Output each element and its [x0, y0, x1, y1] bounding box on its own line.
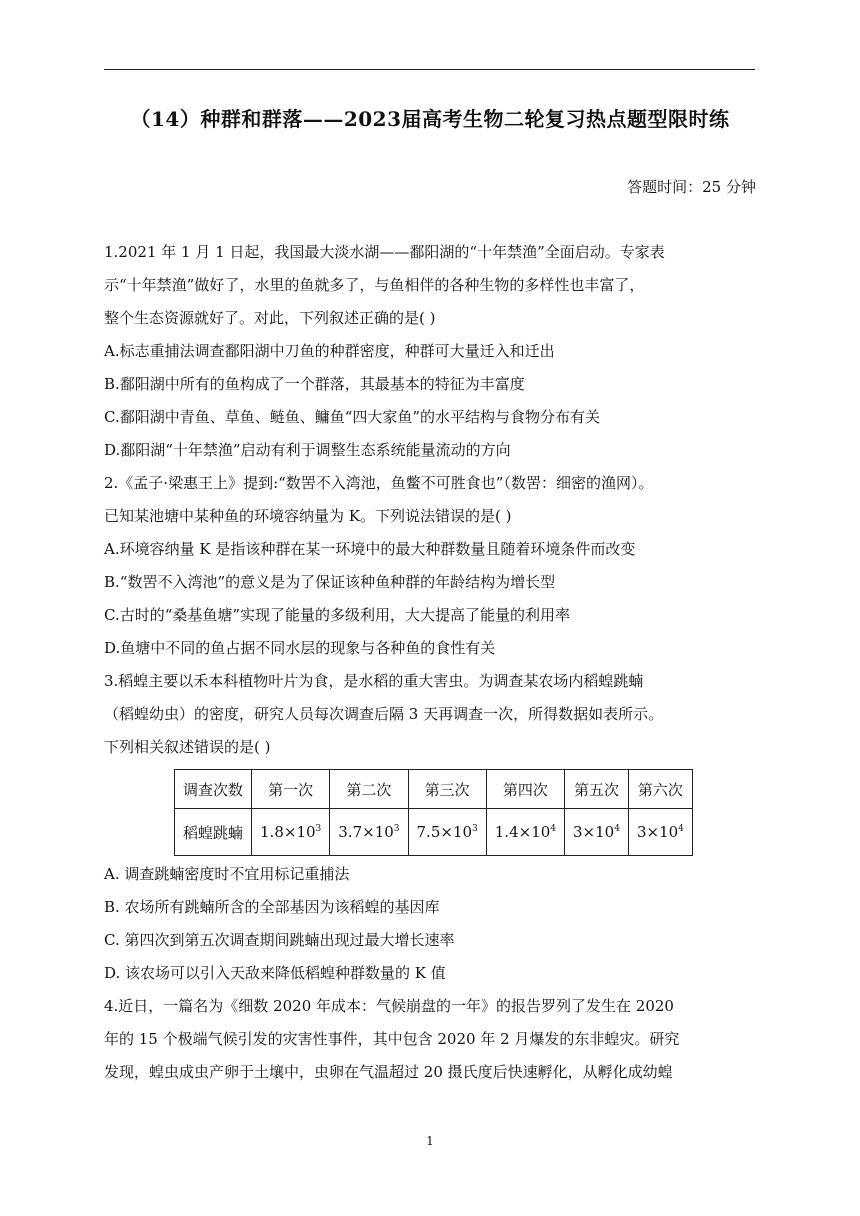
table-row-label: 稻蝗跳蝻 [175, 809, 252, 856]
table-cell: $3.7\times 10^3$ [330, 809, 408, 856]
question-stem-line: 已知某池塘中某种鱼的环境容纳量为 K。下列说法错误的是( ) [104, 507, 512, 525]
question-stem-line: 下列相关叙述错误的是( ) [104, 738, 271, 756]
question-stem-line: 4.近日，一篇名为《细数 2020 年成本：气候崩盘的一年》的报告罗列了发生在 2020 [104, 997, 674, 1015]
question-stem-line: 2.《孟子·梁惠王上》提到:“数罟不入湾池，鱼鳖不可胜食也”（数罟：细密的渔网）。 [104, 474, 654, 492]
table-header-cell: 第四次 [486, 770, 564, 809]
option-a: A. 调查跳蝻密度时不宜用标记重捕法 [104, 865, 350, 883]
question-stem-line: （稻蝗幼虫）的密度，研究人员每次调查后隔 3 天再调查一次，所得数据如表所示。 [104, 705, 664, 723]
option-d: D.鄱阳湖“十年禁渔”启动有利于调整生态系统能量流动的方向 [104, 441, 511, 459]
table-header-cell: 第三次 [408, 770, 486, 809]
question-stem-line: 3.稻蝗主要以禾本科植物叶片为食，是水稻的重大害虫。为调查某农场内稻蝗跳蝻 [104, 672, 644, 690]
table-cell: $3\times 10^4$ [628, 809, 692, 856]
page-number: 1 [426, 1134, 434, 1148]
table-header-cell: 第五次 [565, 770, 629, 809]
header-rule [104, 69, 755, 70]
option-b: B.鄱阳湖中所有的鱼构成了一个群落，其最基本的特征为丰富度 [104, 375, 525, 393]
table-header-row [175, 770, 693, 809]
question-stem-line: 整个生态资源就好了。对此，下列叙述正确的是( ) [104, 309, 436, 327]
option-c: C. 第四次到第五次调查期间跳蝻出现过最大增长速率 [104, 931, 455, 949]
option-d: D.鱼塘中不同的鱼占据不同水层的现象与各种鱼的食性有关 [104, 639, 496, 657]
question-stem-line: 1.2021 年 1 月 1 日起，我国最大淡水湖——鄱阳湖的“十年禁渔”全面启动。专家表 [104, 243, 665, 261]
option-a: A.环境容纳量 K 是指该种群在某一环境中的最大种群数量且随着环境条件而改变 [104, 540, 636, 558]
option-c: C.古时的“桑基鱼塘”实现了能量的多级利用，大大提高了能量的利用率 [104, 606, 571, 624]
table-cell: $1.8\times 10^3$ [252, 809, 330, 856]
option-b: B. 农场所有跳蝻所含的全部基因为该稻蝗的基因库 [104, 898, 440, 916]
question-stem-line: 年的 15 个极端气候引发的灾害性事件，其中包含 2020 年 2 月爆发的东非蝗灾。研究 [104, 1030, 680, 1048]
table-header-cell: 第二次 [330, 770, 408, 809]
table-cell: $3\times 10^4$ [565, 809, 629, 856]
question-4 [104, 990, 756, 1089]
question-3 [104, 665, 756, 990]
question-1 [104, 236, 756, 467]
option-b: B.“数罟不入湾池”的意义是为了保证该种鱼种群的年龄结构为增长型 [104, 573, 556, 591]
table-header-cell: 调查次数 [175, 770, 252, 809]
table-header-cell: 第六次 [628, 770, 692, 809]
question-stem-line: 发现，蝗虫成虫产卵于土壤中，虫卵在气温超过 20 摄氏度后快速孵化，从孵化成幼蝗 [104, 1063, 673, 1081]
table-row [175, 809, 693, 856]
answer-time: 答题时间：25 分钟 [627, 178, 756, 196]
option-a: A.标志重捕法调查鄱阳湖中刀鱼的种群密度，种群可大量迁入和迁出 [104, 342, 555, 360]
option-d: D. 该农场可以引入天敌来降低稻蝗种群数量的 K 值 [104, 964, 446, 982]
option-c: C.鄱阳湖中青鱼、草鱼、鲢鱼、鳙鱼“四大家鱼”的水平结构与食物分布有关 [104, 408, 601, 426]
table-cell: $7.5\times 10^3$ [408, 809, 486, 856]
question-2 [104, 467, 756, 665]
table-header-cell: 第一次 [252, 770, 330, 809]
survey-table [174, 769, 693, 856]
question-stem-line: 示“十年禁渔”做好了，水里的鱼就多了，与鱼相伴的各种生物的多样性也丰富了， [104, 276, 645, 294]
table-cell: $1.4\times 10^4$ [486, 809, 564, 856]
question-list [104, 236, 756, 1089]
page-title: （14）种群和群落——2023届高考生物二轮复习热点题型限时练 [130, 107, 730, 131]
